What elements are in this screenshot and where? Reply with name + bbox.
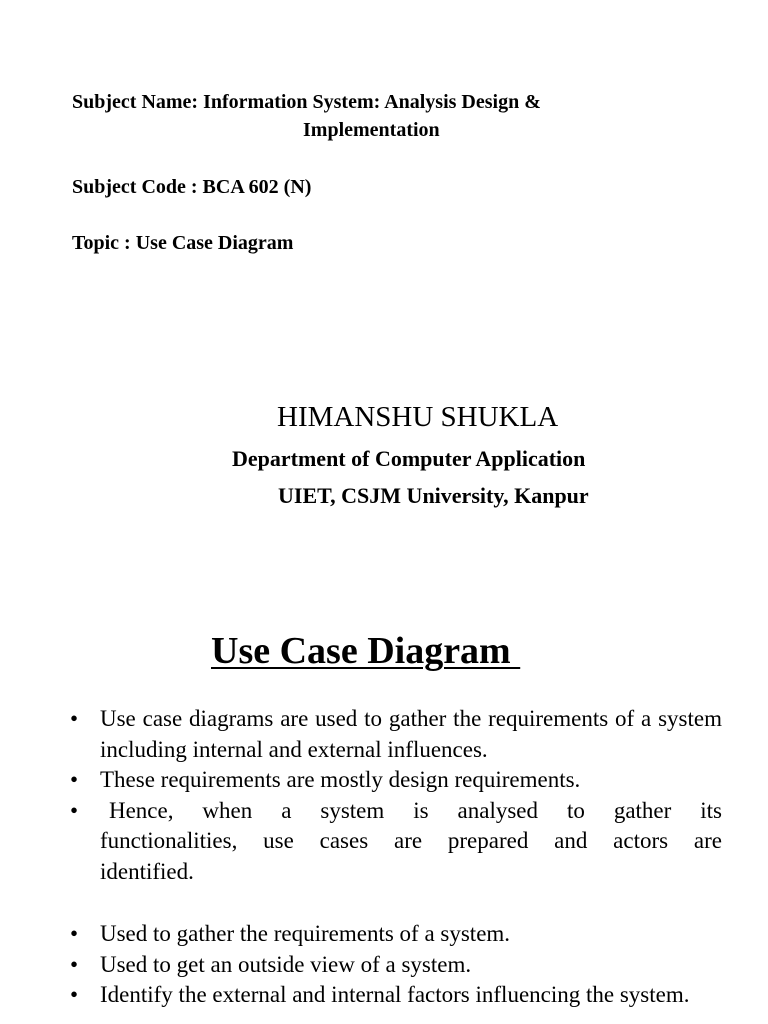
list-item <box>70 950 722 981</box>
bullet-icon: • <box>70 921 79 946</box>
list-item-text: Hence, when a system is analysed to gather its functionalities, use cases are prepared and actors are identified. <box>100 797 748 884</box>
topic: Topic : Use Case Diagram <box>72 232 294 254</box>
bullet-list-purposes <box>70 919 722 1011</box>
author-name: HIMANSHU SHUKLA <box>277 401 559 433</box>
author-department: Department of Computer Application <box>232 446 586 471</box>
list-item <box>70 980 722 1011</box>
list-item <box>70 919 722 950</box>
list-item <box>70 796 748 888</box>
bullet-icon: • <box>70 706 79 731</box>
list-item <box>70 704 722 765</box>
list-item-text: Use case diagrams are used to gather the requirements of a system including internal and external influences. <box>100 706 722 762</box>
bullet-icon: • <box>70 982 79 1007</box>
subject-name-line1: Subject Name: Information System: Analysis Design & <box>72 91 541 113</box>
list-item <box>70 765 722 796</box>
bullet-icon: • <box>70 797 79 823</box>
list-item-text: Used to get an outside view of a system. <box>100 951 472 977</box>
bullet-list-intro <box>70 704 748 887</box>
list-item-text: Identify the external and internal factors influencing the system. <box>100 982 690 1007</box>
list-item-text: These requirements are mostly design requirements. <box>100 767 581 792</box>
bullet-icon: • <box>70 951 79 977</box>
bullet-icon: • <box>70 767 79 792</box>
subject-name-line2: Implementation <box>303 119 440 141</box>
author-institution: UIET, CSJM University, Kanpur <box>278 483 589 508</box>
subject-code: Subject Code : BCA 602 (N) <box>72 176 312 198</box>
list-item-text: Used to gather the requirements of a system. <box>100 921 511 946</box>
section-title: Use Case Diagram <box>211 630 521 672</box>
